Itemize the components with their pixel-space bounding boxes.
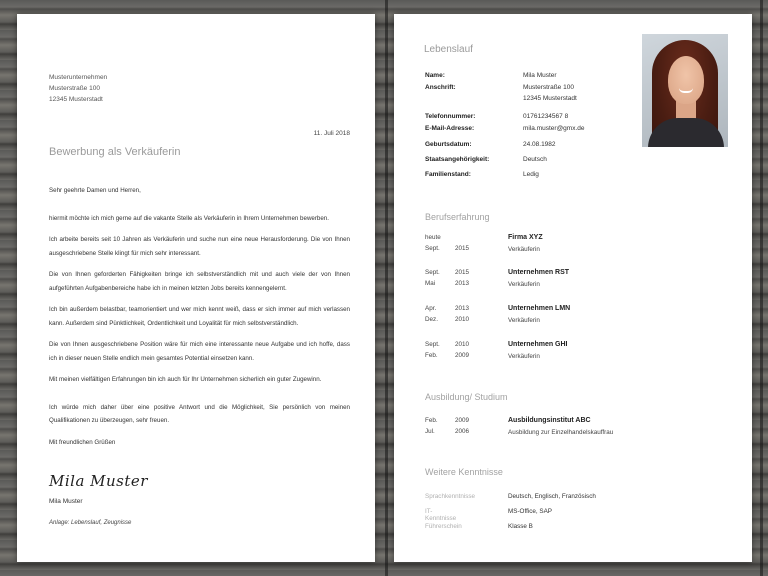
profile-photo xyxy=(642,34,728,147)
skill-value: Klasse B xyxy=(508,523,533,530)
job-role: Verkäuferin xyxy=(508,353,540,360)
personal-key: Anschrift: xyxy=(425,84,456,91)
personal-value: 01761234567 8 xyxy=(523,113,569,120)
period-month: Sept. xyxy=(425,245,440,252)
personal-key: Familienstand: xyxy=(425,171,471,178)
paragraph: Mit meinen vielfältigen Erfahrungen bin ich auch für Ihr Unternehmen sicherlich ein guter Zugewinn. xyxy=(49,376,322,383)
salutation: Sehr geehrte Damen und Herren, xyxy=(49,187,141,194)
personal-value: Mila Muster xyxy=(523,72,557,79)
paragraph: hiermit möchte ich mich gerne auf die vakante Stelle als Verkäuferin in Ihrem Unternehmen bewerben. xyxy=(49,214,329,222)
skill-key: Sprachkenntnisse xyxy=(425,493,476,500)
period-month: Sept. xyxy=(425,269,440,276)
employer: Unternehmen LMN xyxy=(508,305,571,312)
personal-value: 24.08.1982 xyxy=(523,141,556,148)
employer: Firma XYZ xyxy=(508,234,543,241)
period-month: Feb. xyxy=(425,352,438,359)
cv-page xyxy=(394,14,752,562)
period-month: Apr. xyxy=(425,305,437,312)
paragraph: Ich würde mich daher über eine positive Antwort und die Möglichkeit, Sie persönlich von meinen Qualifikationen zu überzeugen, sehr freuen. xyxy=(49,403,350,424)
letter-body xyxy=(49,184,350,457)
period-year: 2009 xyxy=(455,352,470,359)
job-role: Verkäuferin xyxy=(508,246,540,253)
skill-value: MS-Office, SAP xyxy=(508,508,552,515)
personal-value: Deutsch xyxy=(523,156,547,163)
personal-value: 12345 Musterstadt xyxy=(523,95,577,102)
handwritten-signature: Mila Muster xyxy=(49,472,148,490)
period-month: Feb. xyxy=(425,417,438,424)
period-month: Jul. xyxy=(425,428,435,435)
period-year: 2013 xyxy=(455,280,470,287)
job-role: Verkäuferin xyxy=(508,281,540,288)
job-role: Verkäuferin xyxy=(508,317,540,324)
personal-key: Name: xyxy=(425,72,445,79)
period-year: 2015 xyxy=(455,269,470,276)
period-year: 2006 xyxy=(455,428,470,435)
period-year: 2015 xyxy=(455,245,470,252)
skill-key: Führerschein xyxy=(425,523,462,530)
qualification: Ausbildung zur Einzelhandelskauffrau xyxy=(508,429,614,436)
personal-value: Musterstraße 100 xyxy=(523,84,574,91)
skill-value: Deutsch, Englisch, Französisch xyxy=(508,493,596,500)
address-line: Musterunternehmen xyxy=(49,74,108,81)
institution: Ausbildungsinstitut ABC xyxy=(508,417,591,424)
enclosure-note: Anlage: Lebenslauf, Zeugnisse xyxy=(49,520,132,526)
personal-key: Geburtsdatum: xyxy=(425,141,472,148)
cover-letter-page xyxy=(17,14,375,562)
paragraph: Die von Ihnen geforderten Fähigkeiten bringe ich selbstverständlich mit und auch viele der von Ihnen aufgeführten Aufgabenbereiche habe ich in meinen letzten Jobs bereits kennengelernt. xyxy=(49,271,350,292)
recipient-address xyxy=(49,72,107,105)
sender-name: Mila Muster xyxy=(49,498,83,505)
background-plank-seam xyxy=(760,0,763,576)
employer: Unternehmen GHI xyxy=(508,341,568,348)
period-year: 2009 xyxy=(455,417,470,424)
period-month: Mai xyxy=(425,280,436,287)
paragraph: Ich bin außerdem belastbar, teamorientiert und wer mich kennt weiß, dass er sich immer auf mich verlassen kann. Außerdem sind Pünktlichkeit, Ordentlichkeit und Loyalität für mich selbstverständlich. xyxy=(49,306,350,327)
letter-subject: Bewerbung als Verkäuferin xyxy=(49,146,181,158)
paragraph: Die von Ihnen ausgeschriebene Position wäre für mich eine interessante neue Aufgabe und ich hoffe, dass ich in dieser neuen Stelle endlich mein gesamtes Potential einsetzen kann. xyxy=(49,341,350,362)
section-title-skills: Weitere Kenntnisse xyxy=(425,467,503,477)
personal-key: Staatsangehörigkeit: xyxy=(425,156,490,163)
skill-key: IT-Kenntnisse xyxy=(425,508,457,522)
address-line: 12345 Musterstadt xyxy=(49,96,103,103)
section-title-experience: Berufserfahrung xyxy=(425,212,490,222)
paragraph: Ich arbeite bereits seit 10 Jahren als Verkäuferin und suche nun eine neue Herausforderung. Die von Ihnen ausgeschriebene Stelle klingt für mich sehr interessant. xyxy=(49,236,350,257)
personal-value: mila.muster@gmx.de xyxy=(523,125,585,132)
employer: Unternehmen RST xyxy=(508,269,570,276)
period-year: 2010 xyxy=(455,341,470,348)
personal-value: Ledig xyxy=(523,171,539,178)
period-month: Dez. xyxy=(425,316,438,323)
section-title-education: Ausbildung/ Studium xyxy=(425,392,508,402)
period-month: heute xyxy=(425,234,441,241)
personal-key: E-Mail-Adresse: xyxy=(425,125,475,132)
personal-key: Telefonnummer: xyxy=(425,113,476,120)
period-year: 2013 xyxy=(455,305,470,312)
closing: Mit freundlichen Grüßen xyxy=(49,438,116,446)
address-line: Musterstraße 100 xyxy=(49,85,100,92)
period-month: Sept. xyxy=(425,341,440,348)
letter-date: 11. Juli 2018 xyxy=(313,130,350,137)
background-plank-seam xyxy=(385,0,388,576)
cv-title: Lebenslauf xyxy=(424,44,473,55)
period-year: 2010 xyxy=(455,316,470,323)
